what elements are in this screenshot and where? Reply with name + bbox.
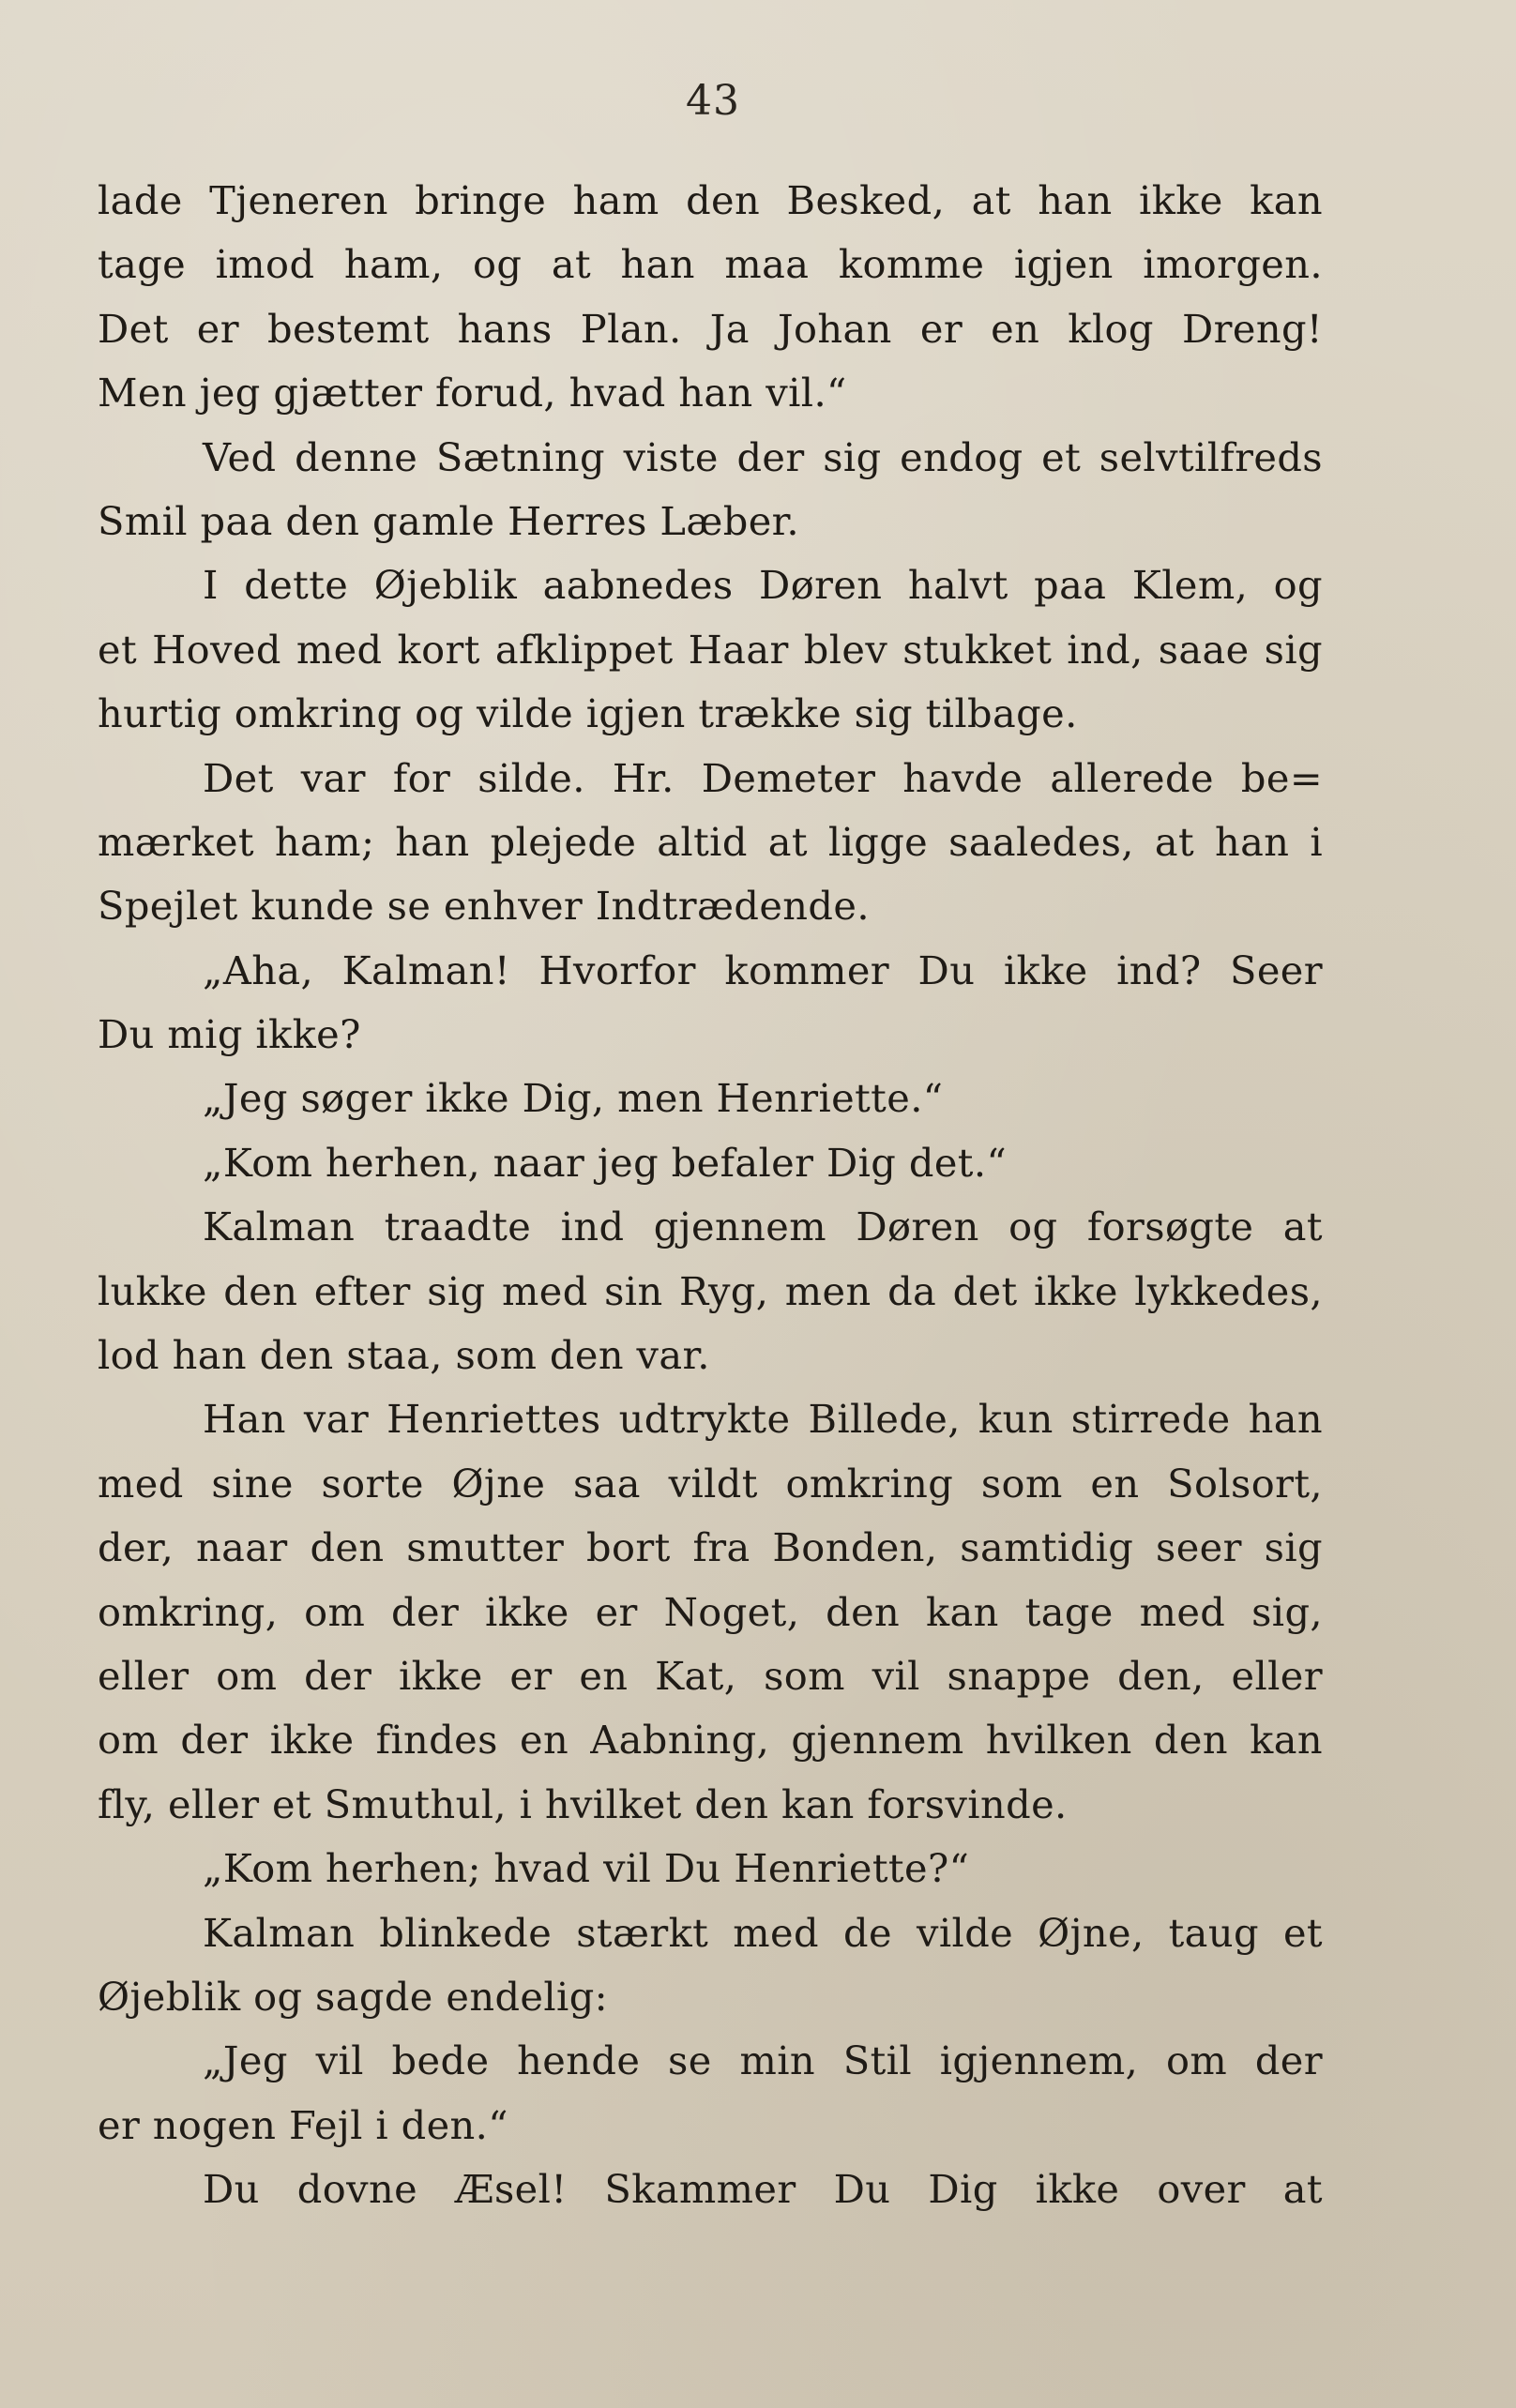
body-text bbox=[98, 169, 1323, 2222]
text-line: om der ikke findes en Aabning, gjennem hvilken den kan bbox=[98, 1717, 1323, 1764]
text-line: eller om der ikke er en Kat, som vil snappe den, eller bbox=[98, 1652, 1323, 1699]
paragraph bbox=[98, 553, 1323, 746]
paragraph bbox=[98, 747, 1323, 939]
text-line: lod han den staa, som den var. bbox=[98, 1332, 710, 1379]
text-line: Det var for silde. Hr. Demeter havde allerede be= bbox=[203, 754, 1323, 801]
page-number: 43 bbox=[686, 77, 740, 125]
text-line: „Jeg vil bede hende se min Stil igjennem, om der bbox=[203, 2037, 1323, 2084]
text-line: der, naar den smutter bort fra Bonden, samtidig seer sig bbox=[98, 1524, 1323, 1571]
text-line: „Aha, Kalman! Hvorfor kommer Du ikke ind? Seer bbox=[203, 947, 1323, 993]
paragraph bbox=[98, 1901, 1323, 2030]
text-line: Du mig ikke? bbox=[98, 1011, 361, 1058]
paragraph bbox=[98, 1837, 1323, 1901]
text-line: Kalman blinkede stærkt med de vilde Øjne, taug et bbox=[203, 1909, 1323, 1956]
paragraph bbox=[98, 426, 1323, 554]
text-line: lukke den efter sig med sin Ryg, men da det ikke lykkedes, bbox=[98, 1267, 1323, 1314]
text-line: I dette Øjeblik aabnedes Døren halvt paa Klem, og bbox=[203, 562, 1323, 609]
paragraph bbox=[98, 1195, 1323, 1387]
text-line: Men jeg gjætter forud, hvad han vil.“ bbox=[98, 370, 847, 416]
text-line: omkring, om der ikke er Noget, den kan tage med sig, bbox=[98, 1588, 1323, 1635]
paragraph bbox=[98, 1131, 1323, 1195]
text-line: fly, eller et Smuthul, i hvilket den kan forsvinde. bbox=[98, 1780, 1068, 1827]
text-line: tage imod ham, og at han maa komme igjen imorgen. bbox=[98, 241, 1323, 288]
text-line: med sine sorte Øjne saa vildt omkring som en Solsort, bbox=[98, 1460, 1323, 1507]
paragraph bbox=[98, 2158, 1323, 2221]
text-line: mærket ham; han plejede altid at ligge saaledes, at han i bbox=[98, 818, 1323, 865]
text-line: Det er bestemt hans Plan. Ja Johan er en klog Dreng! bbox=[98, 305, 1323, 352]
text-line: hurtig omkring og vilde igjen trække sig tilbage. bbox=[98, 690, 1078, 737]
text-line: er nogen Fejl i den.“ bbox=[98, 2101, 508, 2148]
paragraph bbox=[98, 1387, 1323, 1837]
paragraph bbox=[98, 1067, 1323, 1130]
text-line: Han var Henriettes udtrykte Billede, kun stirrede han bbox=[203, 1396, 1323, 1443]
text-line: lade Tjeneren bringe ham den Besked, at han ikke kan bbox=[98, 177, 1323, 223]
paragraph bbox=[98, 2029, 1323, 2158]
text-line: Spejlet kunde se enhver Indtrædende. bbox=[98, 883, 870, 930]
text-line: Ved denne Sætning viste der sig endog et selvtilfreds bbox=[203, 433, 1323, 480]
text-line: „Jeg søger ikke Dig, men Henriette.“ bbox=[203, 1075, 944, 1122]
text-line: Smil paa den gamle Herres Læber. bbox=[98, 497, 799, 544]
text-line: Du dovne Æsel! Skammer Du Dig ikke over at bbox=[203, 2166, 1323, 2213]
paragraph bbox=[98, 939, 1323, 1068]
text-line: „Kom herhen; hvad vil Du Henriette?“ bbox=[203, 1845, 970, 1892]
text-line: Øjeblik og sagde endelig: bbox=[98, 1973, 609, 2020]
text-line: Kalman traadte ind gjennem Døren og forsøgte at bbox=[203, 1204, 1323, 1250]
paragraph bbox=[98, 169, 1323, 426]
text-line: „Kom herhen, naar jeg befaler Dig det.“ bbox=[203, 1139, 1008, 1186]
text-line: et Hoved med kort afklippet Haar blev stukket ind, saae sig bbox=[98, 626, 1323, 673]
